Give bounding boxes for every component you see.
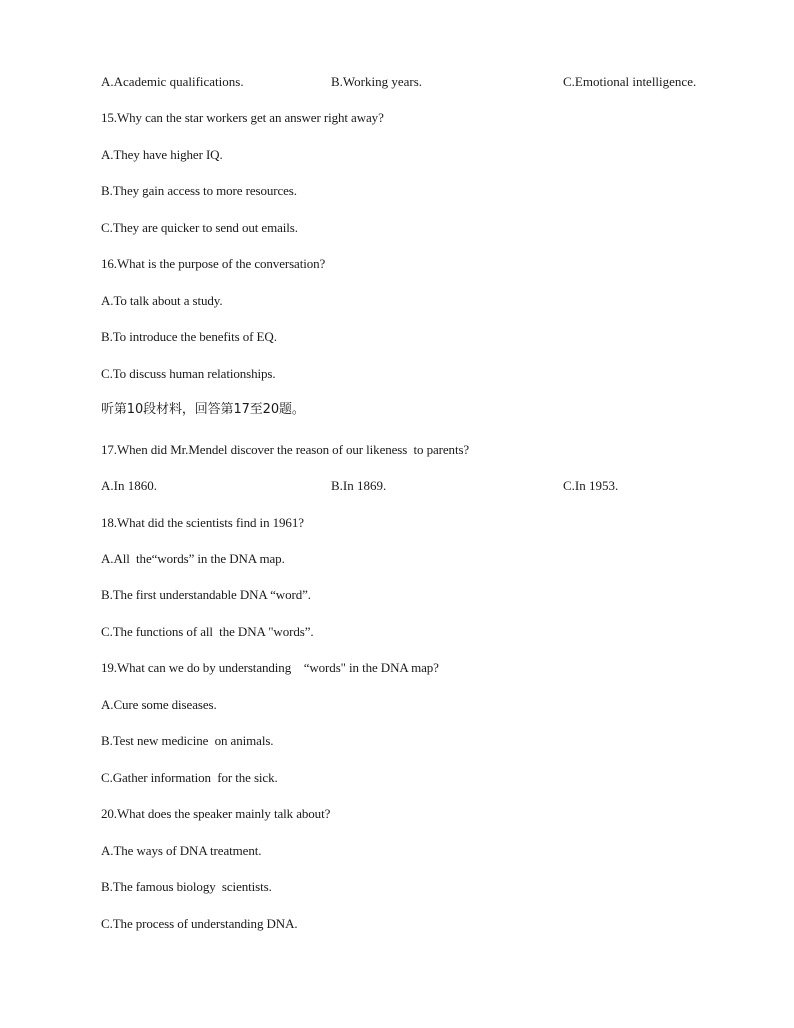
q16-option-b[interactable]: B.To introduce the benefits of EQ.	[101, 329, 277, 344]
q14-option-b[interactable]: B.Working years.	[331, 74, 423, 89]
q16-option-a[interactable]: A.To talk about a study.	[101, 293, 223, 308]
q20-option-a[interactable]: A.The ways of DNA treatment.	[101, 843, 262, 858]
section-heading: 听第10段材料，回答第17至20题。	[101, 402, 305, 417]
q14-option-c[interactable]: C.Emotional intelligence.	[563, 74, 697, 89]
q18-question: 18.What did the scientists find in 1961?	[101, 515, 304, 530]
q20-question: 20.What does the speaker mainly talk about?	[101, 806, 331, 821]
q16-option-c[interactable]: C.To discuss human relationships.	[101, 366, 276, 381]
q20-option-b[interactable]: B.The famous biology scientists.	[101, 879, 272, 894]
q19-option-a[interactable]: A.Cure some diseases.	[101, 697, 217, 712]
q18-option-c[interactable]: C.The functions of all the DNA "words”.	[101, 624, 314, 639]
q16-question: 16.What is the purpose of the conversation?	[101, 256, 326, 271]
q17-question: 17.When did Mr.Mendel discover the reason of our likeness to parents?	[101, 442, 470, 457]
q14-option-a[interactable]: A.Academic qualifications.	[101, 74, 244, 89]
q15-question: 15.Why can the star workers get an answer right away?	[101, 110, 384, 125]
q19-option-c[interactable]: C.Gather information for the sick.	[101, 770, 278, 785]
q20-option-c[interactable]: C.The process of understanding DNA.	[101, 916, 298, 931]
q15-option-a[interactable]: A.They have higher IQ.	[101, 147, 223, 162]
q17-option-a[interactable]: A.In 1860.	[101, 478, 157, 493]
q17-option-c[interactable]: C.In 1953.	[563, 478, 619, 493]
q15-option-c[interactable]: C.They are quicker to send out emails.	[101, 220, 298, 235]
q19-question: 19.What can we do by understanding “words" in the DNA map?	[101, 660, 439, 675]
q18-option-a[interactable]: A.All the“words” in the DNA map.	[101, 551, 285, 566]
q19-option-b[interactable]: B.Test new medicine on animals.	[101, 733, 274, 748]
q15-option-b[interactable]: B.They gain access to more resources.	[101, 183, 297, 198]
q17-option-b[interactable]: B.In 1869.	[331, 478, 387, 493]
q18-option-b[interactable]: B.The first understandable DNA “word”.	[101, 587, 311, 602]
